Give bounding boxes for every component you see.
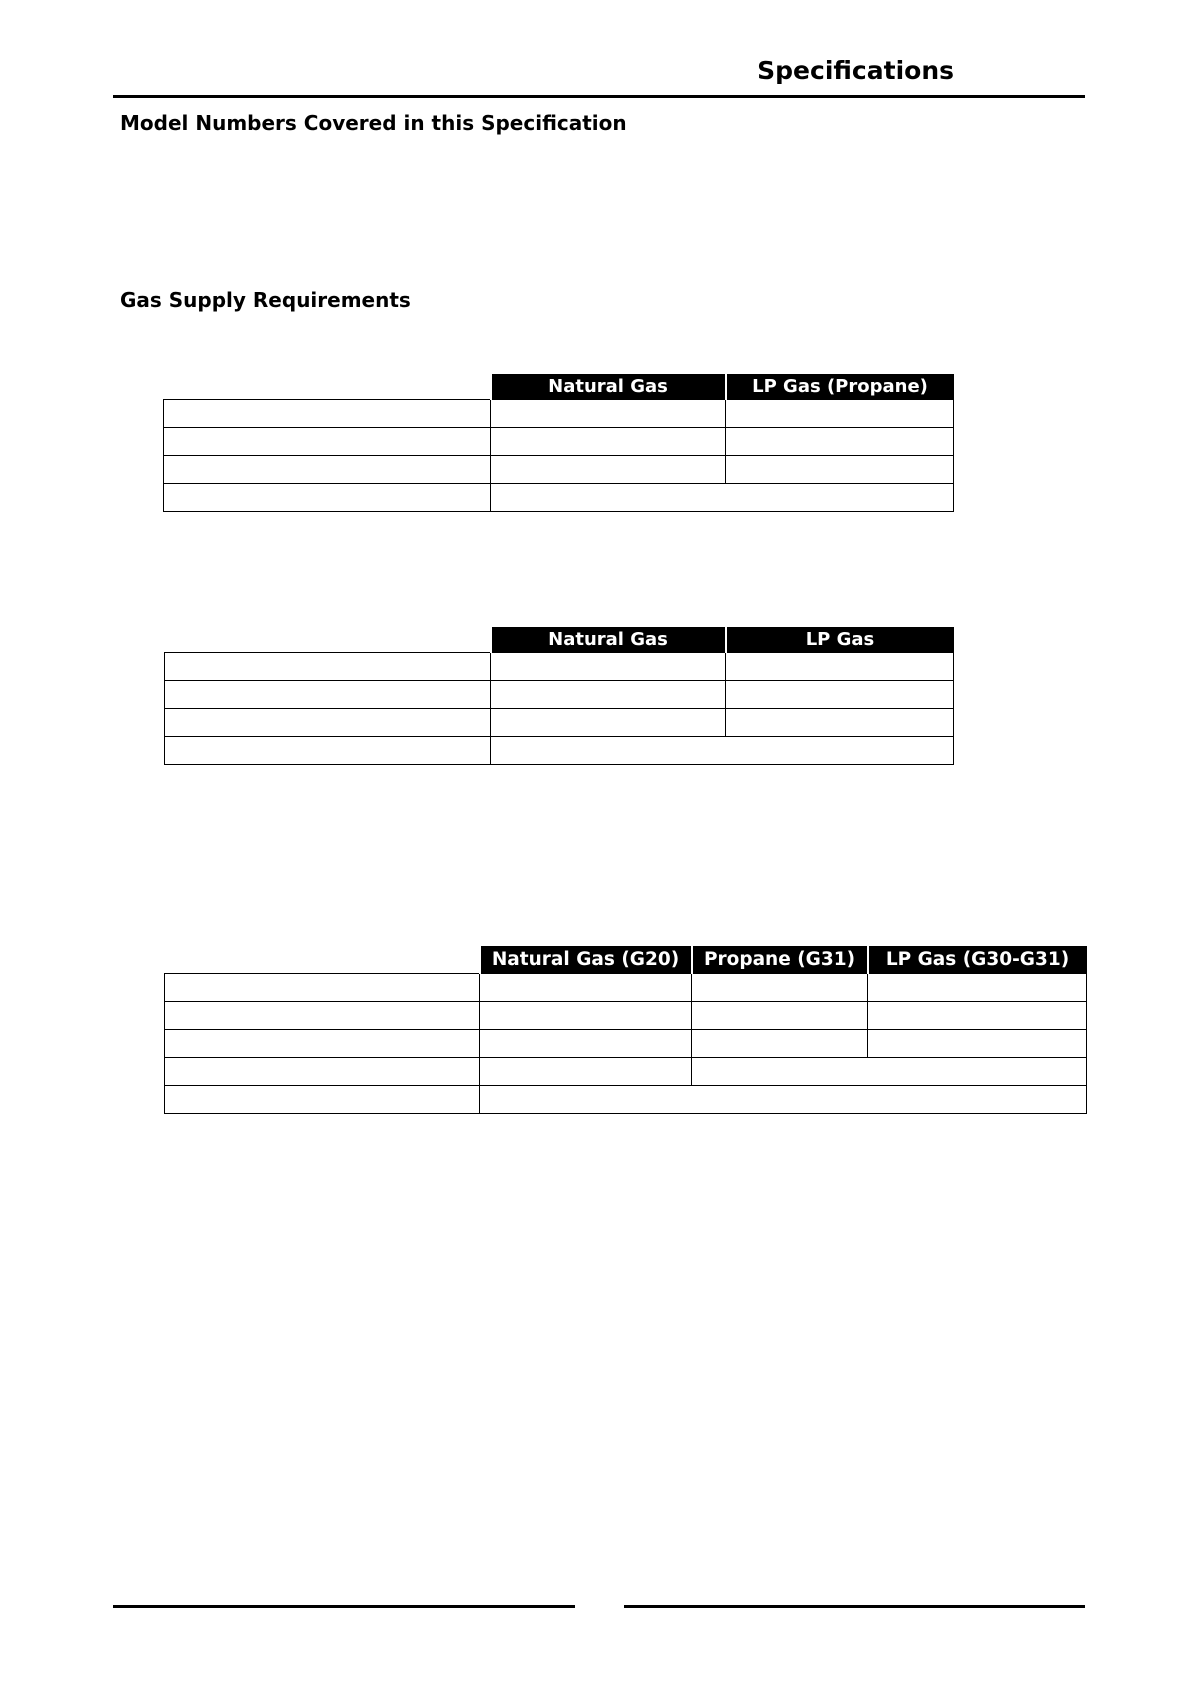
table-cell (491, 653, 726, 681)
table-row (165, 1002, 1087, 1030)
table-row (165, 1086, 1087, 1114)
header-propane-g31: Propane (G31) (692, 946, 868, 974)
header-rule (113, 95, 1085, 98)
table-cell (164, 428, 491, 456)
table-row (165, 1058, 1087, 1086)
table-row (164, 428, 954, 456)
table-cell-merged (491, 484, 954, 512)
table-cell (726, 709, 954, 737)
table-row (165, 653, 954, 681)
footer-rule-right (624, 1605, 1085, 1608)
table-cell (868, 1030, 1087, 1058)
header-natural-gas-g20: Natural Gas (G20) (480, 946, 692, 974)
table-row (164, 484, 954, 512)
table-cell (726, 681, 954, 709)
table-cell (726, 456, 954, 484)
table-cell (165, 681, 491, 709)
table-cell (164, 456, 491, 484)
table-cell (165, 1030, 480, 1058)
table-header-row (165, 627, 954, 653)
table-cell (491, 428, 726, 456)
table-row (165, 681, 954, 709)
table-cell (165, 1086, 480, 1114)
table-row (165, 1030, 1087, 1058)
gas-table-1 (163, 374, 954, 512)
table-cell (726, 400, 954, 428)
table-cell (480, 974, 692, 1002)
table-cell (726, 428, 954, 456)
table-cell-merged (692, 1058, 1087, 1086)
table-cell (164, 400, 491, 428)
header-lp-gas-propane: LP Gas (Propane) (726, 374, 954, 400)
header-lp-gas: LP Gas (726, 627, 954, 653)
header-natural-gas: Natural Gas (491, 374, 726, 400)
table-cell (165, 709, 491, 737)
section-heading-models: Model Numbers Covered in this Specification (120, 111, 627, 135)
table-cell (165, 1002, 480, 1030)
header-natural-gas: Natural Gas (491, 627, 726, 653)
table-cell (692, 1030, 868, 1058)
table-cell (480, 1058, 692, 1086)
gas-table-3 (164, 946, 1087, 1114)
table-cell (491, 709, 726, 737)
table-cell (868, 1002, 1087, 1030)
table-row (165, 974, 1087, 1002)
table-cell (692, 974, 868, 1002)
table-cell (692, 1002, 868, 1030)
table-cell (165, 653, 491, 681)
header-blank (164, 374, 491, 400)
table-cell (491, 681, 726, 709)
table-cell (726, 653, 954, 681)
table-cell (868, 974, 1087, 1002)
table-row (164, 456, 954, 484)
table-cell (491, 400, 726, 428)
table-cell-merged (480, 1086, 1087, 1114)
header-blank (165, 946, 480, 974)
table-cell (164, 484, 491, 512)
table-cell (480, 1002, 692, 1030)
footer-rule-left (113, 1605, 575, 1608)
table-cell (491, 456, 726, 484)
page-title: Specifications (757, 56, 954, 85)
table-row (165, 709, 954, 737)
table-row (165, 737, 954, 765)
gas-table-2 (164, 627, 954, 765)
table-header-row (164, 374, 954, 400)
section-heading-gas-supply: Gas Supply Requirements (120, 288, 411, 312)
table-header-row (165, 946, 1087, 974)
header-blank (165, 627, 491, 653)
table-cell (480, 1030, 692, 1058)
table-cell (165, 1058, 480, 1086)
table-cell-merged (491, 737, 954, 765)
header-lp-gas-g30-g31: LP Gas (G30-G31) (868, 946, 1087, 974)
table-cell (165, 974, 480, 1002)
table-cell (165, 737, 491, 765)
table-row (164, 400, 954, 428)
